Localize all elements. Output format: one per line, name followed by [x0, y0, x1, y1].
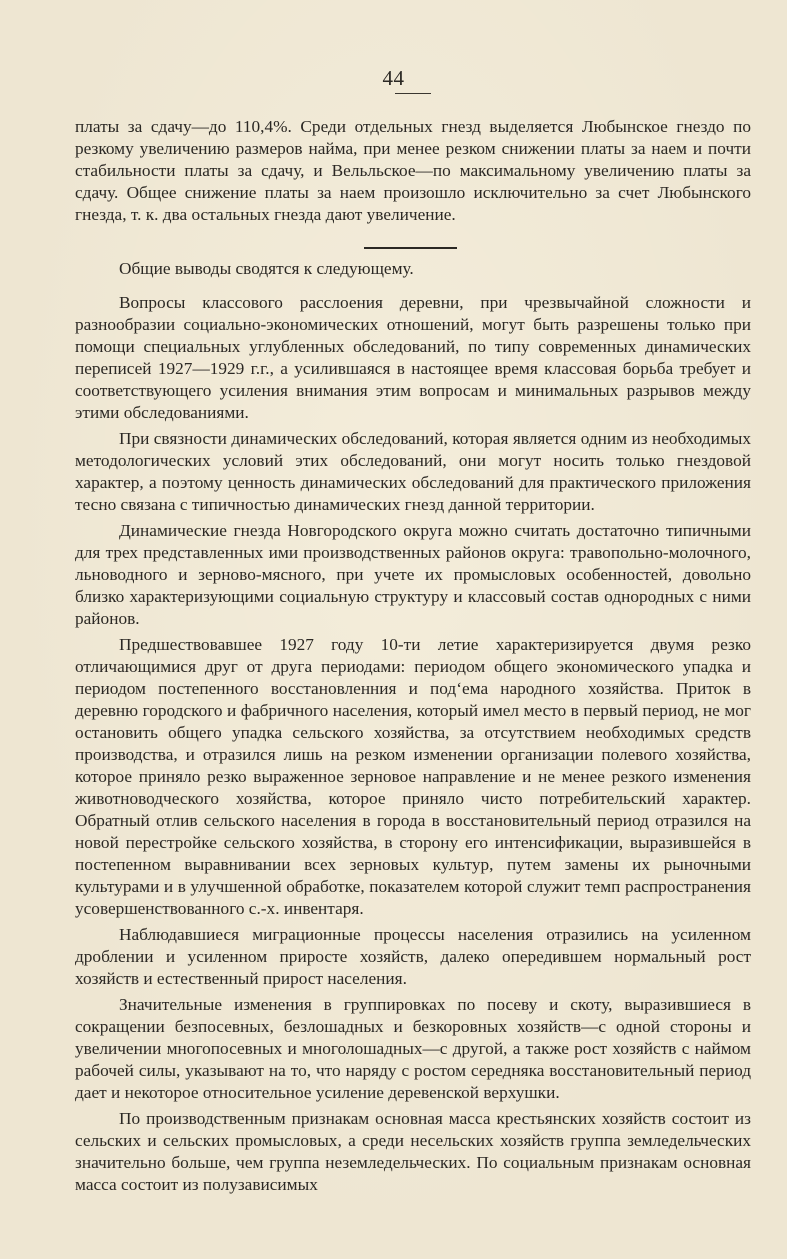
summary-paragraph: Наблюдавшиеся миграционные процессы населения отразились на усиленном дроблении и усиленном приросте хозяйств, далеко опередившем нормальный рост хозяйств и естественный прирост населения. — [75, 925, 751, 988]
summary-paragraph: Предшествовавшее 1927 году 10-ти летие характеризируется двумя резко отличающимися друг от друга периодами: периодом общего экономического упадка и периодом постепенного восстановленния и под‘ема народного хозяйства. Приток в деревню городского и фабричного населения, который имел место в первый период, не мог остановить общего упадка сельского хозяйства, за отсутствием необходимых средств производства, и отразился лишь на резком изменении организации полевого хозяйства, которое приняло резко выраженное зерновое направление и не менее резкого изменения животноводческого хозяйства, которое приняло чисто потребительский характер. Обратный отлив сельского населения в города в восстановительный период отразился на новой перестройке сельского хозяйства, в сторону его интенсификации, выразившейся в постепенном выравнивании всех зерновых культур, путем замены их рыночными культурами и в улучшенной обработке, показателем которой служит темп распространения усовершенствованного с.-х. инвентаря. — [75, 635, 751, 918]
summary-paragraph: Вопросы классового расслоения деревни, при чрезвычайной сложности и разнообразии социально-экономических отношений, могут быть разрешены только при помощи специальных углубленных обследований, по типу современных динамических переписей 1927—1929 г.г., а усилившаяся в настоящее время классовая борьба требует и соответствующего усиления внимания этим вопросам и минимальных разрывов между этими обследованиями. — [75, 293, 751, 422]
summary-paragraph: Значительные изменения в группировках по посеву и скоту, выразившиеся в сокращении безпосевных, безлошадных и безкоровных хозяйств—с одной стороны и увеличении многопосевных и многолошадных—с другой, а также рост хозяйств с наймом рабочей силы, указывают на то, что наряду с ростом середняка восстановительный период дает и некоторое относительное усиление деревенской верхушки. — [75, 995, 751, 1102]
page-number: 44 — [382, 66, 405, 90]
section-divider — [364, 247, 457, 249]
summary-paragraph: По производственным признакам основная масса крестьянских хозяйств состоит из сельских и сельских промысловых, а среди несельских хозяйств группа земледельческих значительно больше, чем группа неземледельческих. По социальным признакам основная масса состоит из полузависимых — [75, 1109, 751, 1194]
intro-section — [75, 116, 751, 226]
page-number-underline — [395, 93, 431, 94]
intro-paragraph: платы за сдачу—до 110,4%. Среди отдельных гнезд выделяется Любынское гнездо по резкому увеличению размеров найма, при менее резком снижении платы за наем и почти стабильности платы за сдачу, и Вельльское—по максимальному увеличению платы за сдачу. Общее снижение платы за наем произошло исключительно за счет Любынского гнезда, т. к. два остальных гнезда дают увеличение. — [75, 117, 751, 224]
summary-heading: Общие выводы сводятся к следующему. — [119, 259, 414, 278]
summary-paragraph: При связности динамических обследований, которая является одним из необходимых методологических условий этих обследований, они могут носить только гнездовой характер, а поэтому ценность динамических обследований для практического приложения тесно связана с типичностью динамических гнезд данной территории. — [75, 429, 751, 514]
summary-paragraph: Динамические гнезда Новгородского округа можно считать достаточно типичными для трех представленных ими производственных районов округа: травопольно-молочного, льноводного и зерново-мясного, при учете их промысловых особенностей, довольно близко характеризующими социальную структуру и классовый состав однородных с ними районов. — [75, 521, 751, 628]
summary-section — [75, 258, 751, 1196]
